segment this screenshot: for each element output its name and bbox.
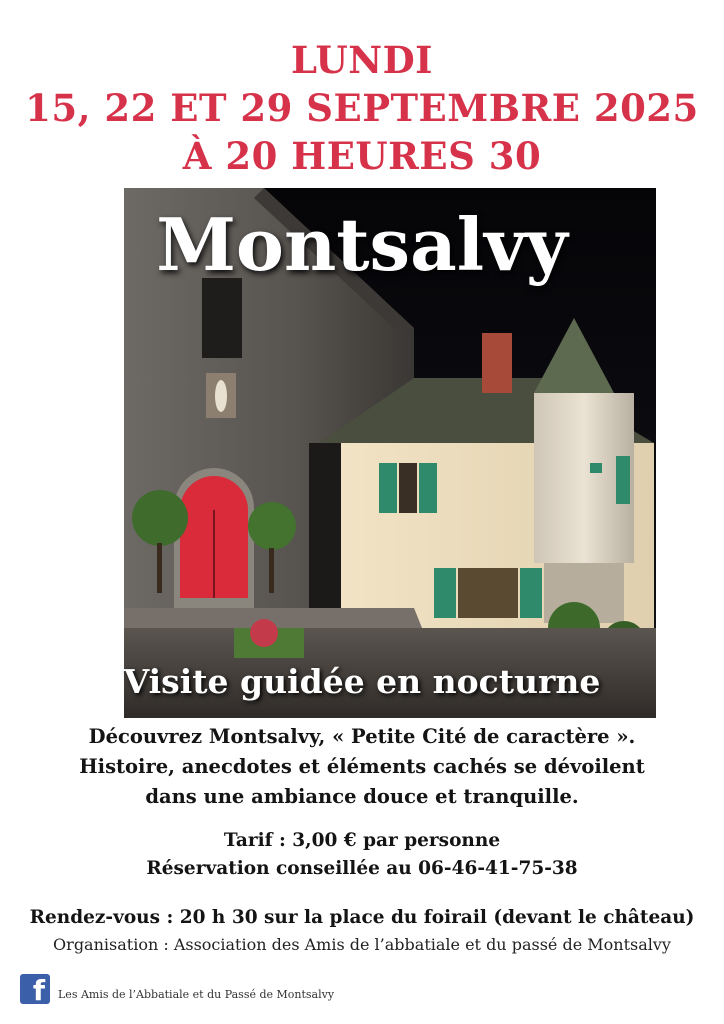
facebook-icon[interactable]	[20, 974, 50, 1007]
facebook-page-name[interactable]: Les Amis de l’Abbatiale et du Passé de Montsalvy	[58, 988, 335, 1001]
price-text: Tarif : 3,00 € par personne	[223, 830, 501, 851]
description-line-3: dans une ambiance douce et tranquille.	[145, 785, 579, 808]
organisation-text: Organisation : Association des Amis de l’abbatiale et du passé de Montsalvy	[53, 935, 671, 954]
description-line-1: Découvrez Montsalvy, « Petite Cité de caractère ».	[88, 725, 636, 748]
date-heading-day: LUNDI	[291, 38, 433, 82]
reservation-text: Réservation conseillée au 06-46-41-75-38	[146, 858, 578, 879]
facebook-glyph: f	[32, 974, 45, 1007]
description-line-2: Histoire, anecdotes et éléments cachés se dévoilent	[79, 755, 645, 778]
date-heading-dates: 15, 22 ET 29 SEPTEMBRE 2025	[25, 86, 699, 130]
date-heading-time: À 20 HEURES 30	[182, 134, 542, 178]
facebook-footer[interactable]	[20, 968, 335, 1007]
photo-caption: Visite guidée en nocturne	[123, 662, 601, 701]
meeting-point-text: Rendez-vous : 20 h 30 sur la place du foirail (devant le château)	[29, 907, 695, 928]
photo-title: Montsalvy	[156, 202, 568, 287]
